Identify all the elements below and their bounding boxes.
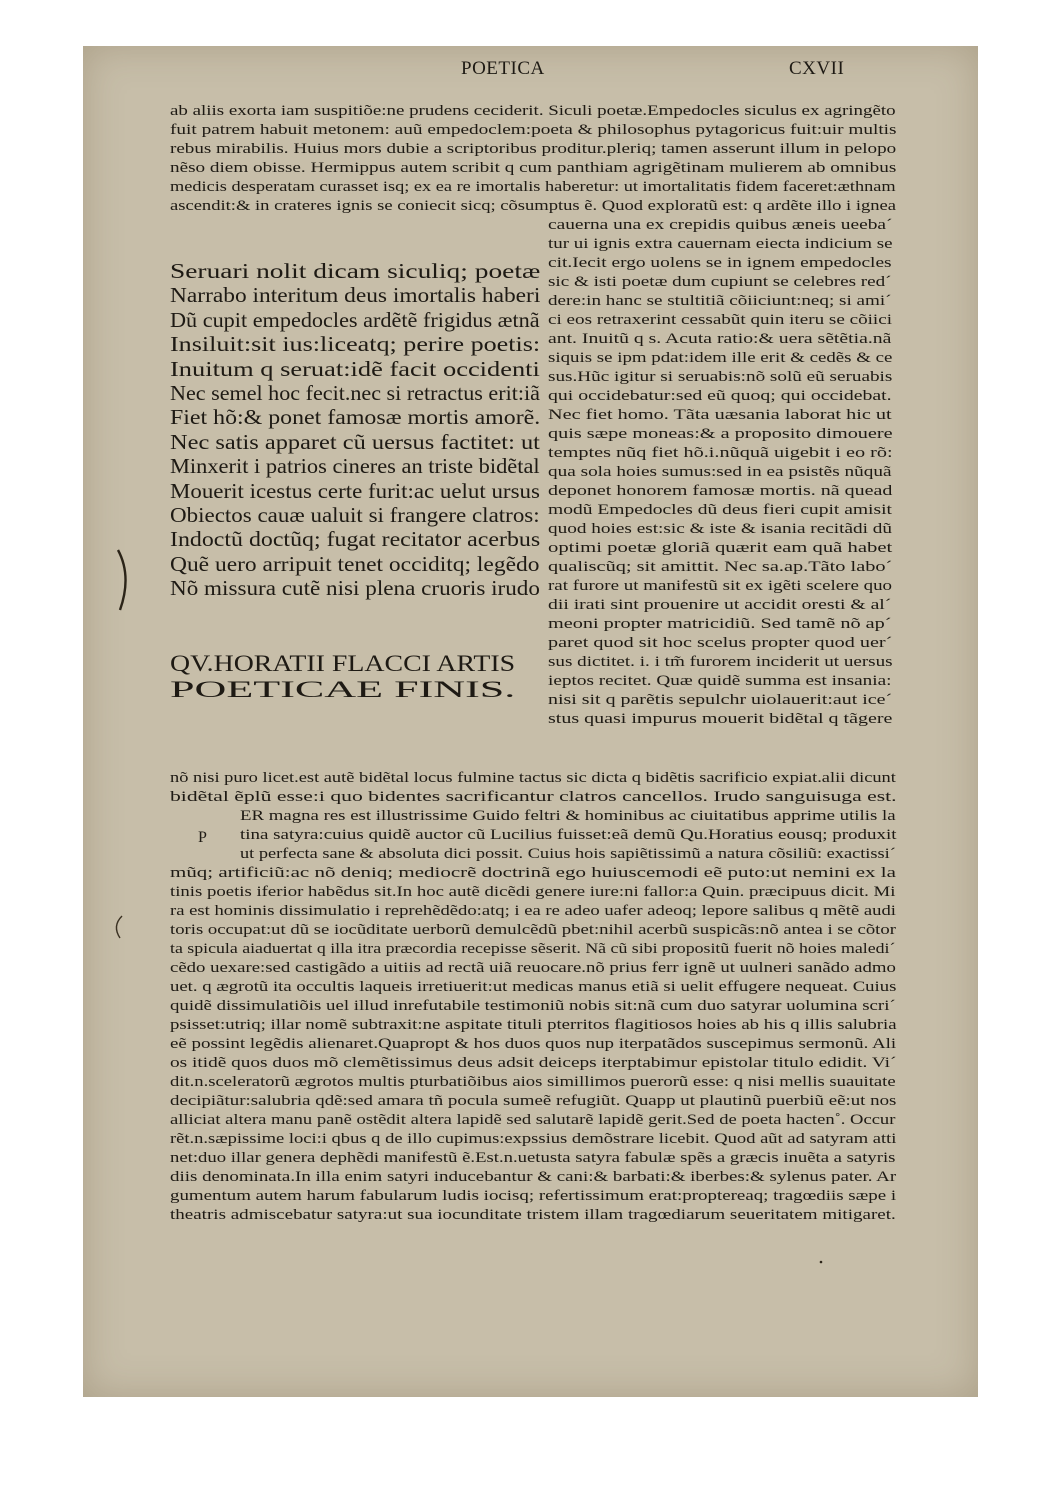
commentary-line: os itidẽ quos duos mõ clemẽtissimus deus adsit deiceps iterptabimur epistolar titulo edidit. Vi´	[170, 1055, 897, 1071]
commentary-column-line: paret quod sit hoc scelus propter quod uer´	[548, 635, 893, 651]
commentary-column-line: qui occidebatur:sed eũ quoq; qui occidebat.	[548, 388, 892, 404]
commentary-line: alliciat altera manu panẽ ostẽdit altera lapidẽ sed salutarẽ lapidẽ gerit.Sed de poeta hacten˚. Occur	[170, 1112, 896, 1128]
commentary-line: cẽdo uexare:sed castigãdo a uitiis ad rectã uiã reuocare.nõ prius ferr ignẽ ut uulneri sanãdo admo	[170, 960, 896, 976]
commentary-line: toris occupat:ut dũ se iocũditate uerborũ demulcẽdũ pbet:nihil acerbũ suspicãs:nõ antea i se cõtor	[170, 922, 896, 938]
commentary-line: rẽt.n.sæpissime loci:i qbus q de illo cupimus:expssius demõstrare licebit. Quod aũt ad satyram atti	[170, 1131, 897, 1147]
commentary-line: ut perfecta sane & absoluta dici possit. Cuius hois sapiẽtissimũ a natura cõsiliũ: exactissi´	[240, 846, 896, 862]
commentary-column-line: rat furore ut manifestũ sit ex igẽti scelere quo	[548, 578, 893, 594]
verse-line: Minxerit i patrios cineres an triste bidẽtal	[170, 454, 540, 479]
page-dot-mark	[817, 1258, 827, 1268]
commentary-column-line: meoni propter matricidiũ. Sed tamẽ nõ ap´	[548, 616, 892, 632]
commentary-column-line: quis sæpe moneas:& a proposito dimouere	[548, 426, 893, 442]
commentary-column-line: deponet honorem famosæ mortis. nã quead	[548, 483, 893, 499]
commentary-line: rebus mirabilis. Huius mors dubie a scriptoribus proditur.pleriq; tamen asserunt illum in pelopo	[170, 141, 897, 157]
commentary-line: dit.n.sceleratorũ ægrotos multis pturbatiõibus aios simillimos puerorũ esse: q nisi mellis suauitate	[170, 1074, 896, 1090]
commentary-line: nõ nisi puro licet.est autẽ bidẽtal locus fulmine tactus sic dicta q bidẽtis sacrificio expiat.alii dicunt	[170, 770, 896, 786]
verse-line: Mouerit icestus certe furit:ac uelut ursus	[170, 478, 540, 503]
commentary-line: eẽ possint legẽdis alienaret.Quapropt & hos duos quos nup iterpatãdos suscepimus sermonũ. Ali	[170, 1036, 897, 1052]
commentary-column-line: siquis se ipm pdat:idem ille erit & cedẽs & ce	[548, 350, 893, 366]
verse-line: Nec semel hoc fecit.nec si retractus erit:iã	[170, 381, 540, 405]
commentary-column-line: qua sola hoies sumus:sed in ea psistẽs nũquã	[548, 464, 892, 480]
commentary-column-line: sus dictitet. i. i tm̃ furorem inciderit ut uersus	[548, 654, 893, 670]
commentary-line: diis denominata.In illa enim satyri inducebantur & cani:& barbati:& iberbes:& sylenus pater. Ar	[170, 1169, 897, 1185]
commentary-column-line: sic & isti poetæ dum cupiunt se celebres red´	[548, 274, 892, 290]
verse-line: Inuitum q seruat:idẽ facit occidenti	[170, 356, 540, 381]
commentary-column-line: cauerna una ex crepidis quibus æneis ueeba´	[548, 217, 893, 233]
verse-line: Indoctũ doctũq; fugat recitator acerbus	[170, 527, 541, 552]
commentary-line: mũq; artificiũ:ac nõ deniq; mediocrẽ doctrinã ego huiuscemodi eẽ puto:ut nemini ex la	[170, 865, 896, 881]
commentary-column-line: temptes nũq fiet hõ.i.nũquã uigebit i eo rõ:	[548, 445, 893, 461]
commentary-line: ER magna res est illustrissime Guido feltri & hominibus ac ciuitatibus apprime utilis la	[240, 808, 896, 824]
commentary-column-line: stus quasi impurus mouerit bidẽtal q tãgere	[548, 711, 893, 727]
commentary-column-line: ieptos recitet. Quæ quidẽ summa est insania:	[548, 673, 892, 689]
initial-letter: P	[198, 829, 207, 846]
book-page	[83, 46, 978, 1397]
verse-line: Dũ cupit empedocles ardẽtẽ frigidus ætnã	[170, 307, 540, 332]
folio-number: CXVII	[789, 58, 845, 79]
commentary-line: uet. q ægrotũ ita occultis laqueis irretiuerit:ut medicas manus etiã si uelit effugere nequeat. Cuius	[170, 979, 897, 995]
verse-line: Nõ missura cutẽ nisi plena cruoris irudo	[170, 576, 540, 601]
commentary-line: ra est hominis dissimulatio i reprehẽdẽdo:atq; i ea re adeo uafer adeoq; lepore salibus q mẽtẽ audi	[170, 903, 896, 919]
finis-heading-line: QV.HORATII FLACCI ARTIS	[170, 651, 516, 676]
verse-line: Obiectos cauæ ualuit si frangere clatros:	[170, 503, 540, 527]
commentary-line: ab aliis exorta iam suspitiõe:ne prudens ceciderit. Siculi poetæ.Empedocles siculus ex agringẽto	[170, 103, 896, 119]
margin-bracket-mark	[110, 546, 140, 616]
verse-line: Narrabo interitum deus imortalis haberi	[170, 283, 541, 308]
commentary-column-line: nisi sit q parẽtis sepulchr uiolauerit:aut ice´	[548, 692, 893, 708]
verse-line: Fiet hõ:& ponet famosæ mortis amorẽ.	[170, 405, 541, 430]
commentary-line: gumentum autem harum fabularum ludis iocisq; refertissimum erat:proptereaq; tragœdiis sæpe i	[170, 1188, 897, 1204]
margin-hook-mark	[108, 914, 128, 940]
verse-line: Insiluit:sit ius:liceatq; perire poetis:	[170, 332, 541, 357]
commentary-line: medicis desperatam curasset isq; ex ea re imortalis haberetur: ut imortalitatis fidem faceret:æthnam	[170, 179, 896, 195]
commentary-line: psisset:utriq; illar nomẽ subtraxit:ne aspitate tituli pterritos flagitiosos hoies ab his q illis salubria	[170, 1017, 897, 1033]
commentary-column-line: ci eos retraxerint cessabũt quin iteru se cõiici	[548, 312, 892, 328]
commentary-column-line: dere:in hanc se stultitiã cõiiciunt:neq; si ami´	[548, 293, 892, 309]
commentary-column-line: quod hoies est:sic & iste & isania recitãdi dũ	[548, 521, 893, 537]
commentary-line: tinis poetis iferior habẽdus sit.In hoc autẽ dicẽdi genere iure:ni fallor:a Quin. præcipuus dicit. Mi	[170, 884, 896, 900]
commentary-line: fuit patrem habuit metonem: auũ empedoclem:poeta & philosophus pytagoricus fuit:uir multis	[170, 122, 897, 138]
running-title: POETICA	[461, 58, 545, 79]
finis-heading-line: POETICAE FINIS.	[170, 677, 516, 702]
commentary-column-line: optimi poetæ gloriã quærit eam quã habet	[548, 540, 893, 556]
commentary-column-line: Nec fiet homo. Tãta uæsania laborat hic ut	[548, 407, 892, 423]
commentary-line: quidẽ dissimulatiõis uel illud inrefutabile testimoniũ nobis sit:nã cum duo satyrar uolumina scri´	[170, 998, 896, 1014]
commentary-line: theatris admiscebatur satyra:ut sua iocunditate tristem illam tragœdiarum seueritatem mitigaret.	[170, 1207, 896, 1223]
commentary-column-line: cit.Iecit ergo uolens se in ignem empedocles	[548, 255, 892, 271]
commentary-line: nẽso diem obisse. Hermippus autem scribit q cum panthiam agrigẽtinam mulierem ab omnibus	[170, 160, 897, 176]
commentary-column-line: tur ui ignis extra cauernam eiecta indicium se	[548, 236, 893, 252]
commentary-column-line: dii irati sint prouenire ut accidit oresti & al´	[548, 597, 892, 613]
commentary-line: net:duo illar genera dephẽdi manifestũ ẽ.Est.n.uetusta satyra fabulæ spẽs a græcis inuẽta a satyris	[170, 1150, 896, 1166]
commentary-line: decipiãtur:salubria qdẽ:sed amara tñ pocula sumeẽ refugiũt. Quapp ut plautinũ puerbiũ eẽ:ut nos	[170, 1093, 897, 1109]
commentary-column-line: qualiscũq; sit amittit. Nec sa.ap.Tãto labo´	[548, 559, 893, 575]
commentary-column-line: sus.Hũc igitur si seruabis:nõ solũ eũ seruabis	[548, 369, 893, 385]
commentary-column-line: ant. Inuitũ q s. Acuta ratio:& uera sẽtẽtia.nã	[548, 331, 892, 347]
commentary-line: ascendit:& in crateres ignis se coniecit sicq; cõsumptus ẽ. Quod exploratũ est: q ardẽte illo i ignea	[170, 198, 897, 214]
verse-line: Quẽ uero arripuit tenet occiditq; legẽdo	[170, 551, 540, 576]
commentary-line: bidẽtal ẽplũ esse:i quo bidentes sacrificantur clatros cancellos. Irudo sanguisuga est.	[170, 789, 897, 805]
verse-line: Seruari nolit dicam siculiq; poetæ	[170, 259, 541, 283]
commentary-column-line: modũ Empedocles dũ deus fieri cupit amisit	[548, 502, 892, 518]
commentary-line: ta spicula aiaduertat q illa itra præcordia recepisse sẽserit. Nã cũ sibi propositũ fuerit nõ hoies maledi´	[170, 941, 896, 957]
commentary-line: tina satyra:cuius quidẽ auctor cũ Lucilius fuisset:eã demũ Qu.Horatius eousq; produxit	[240, 827, 897, 843]
verse-line: Nec satis apparet cũ uersus factitet: ut	[170, 429, 540, 454]
